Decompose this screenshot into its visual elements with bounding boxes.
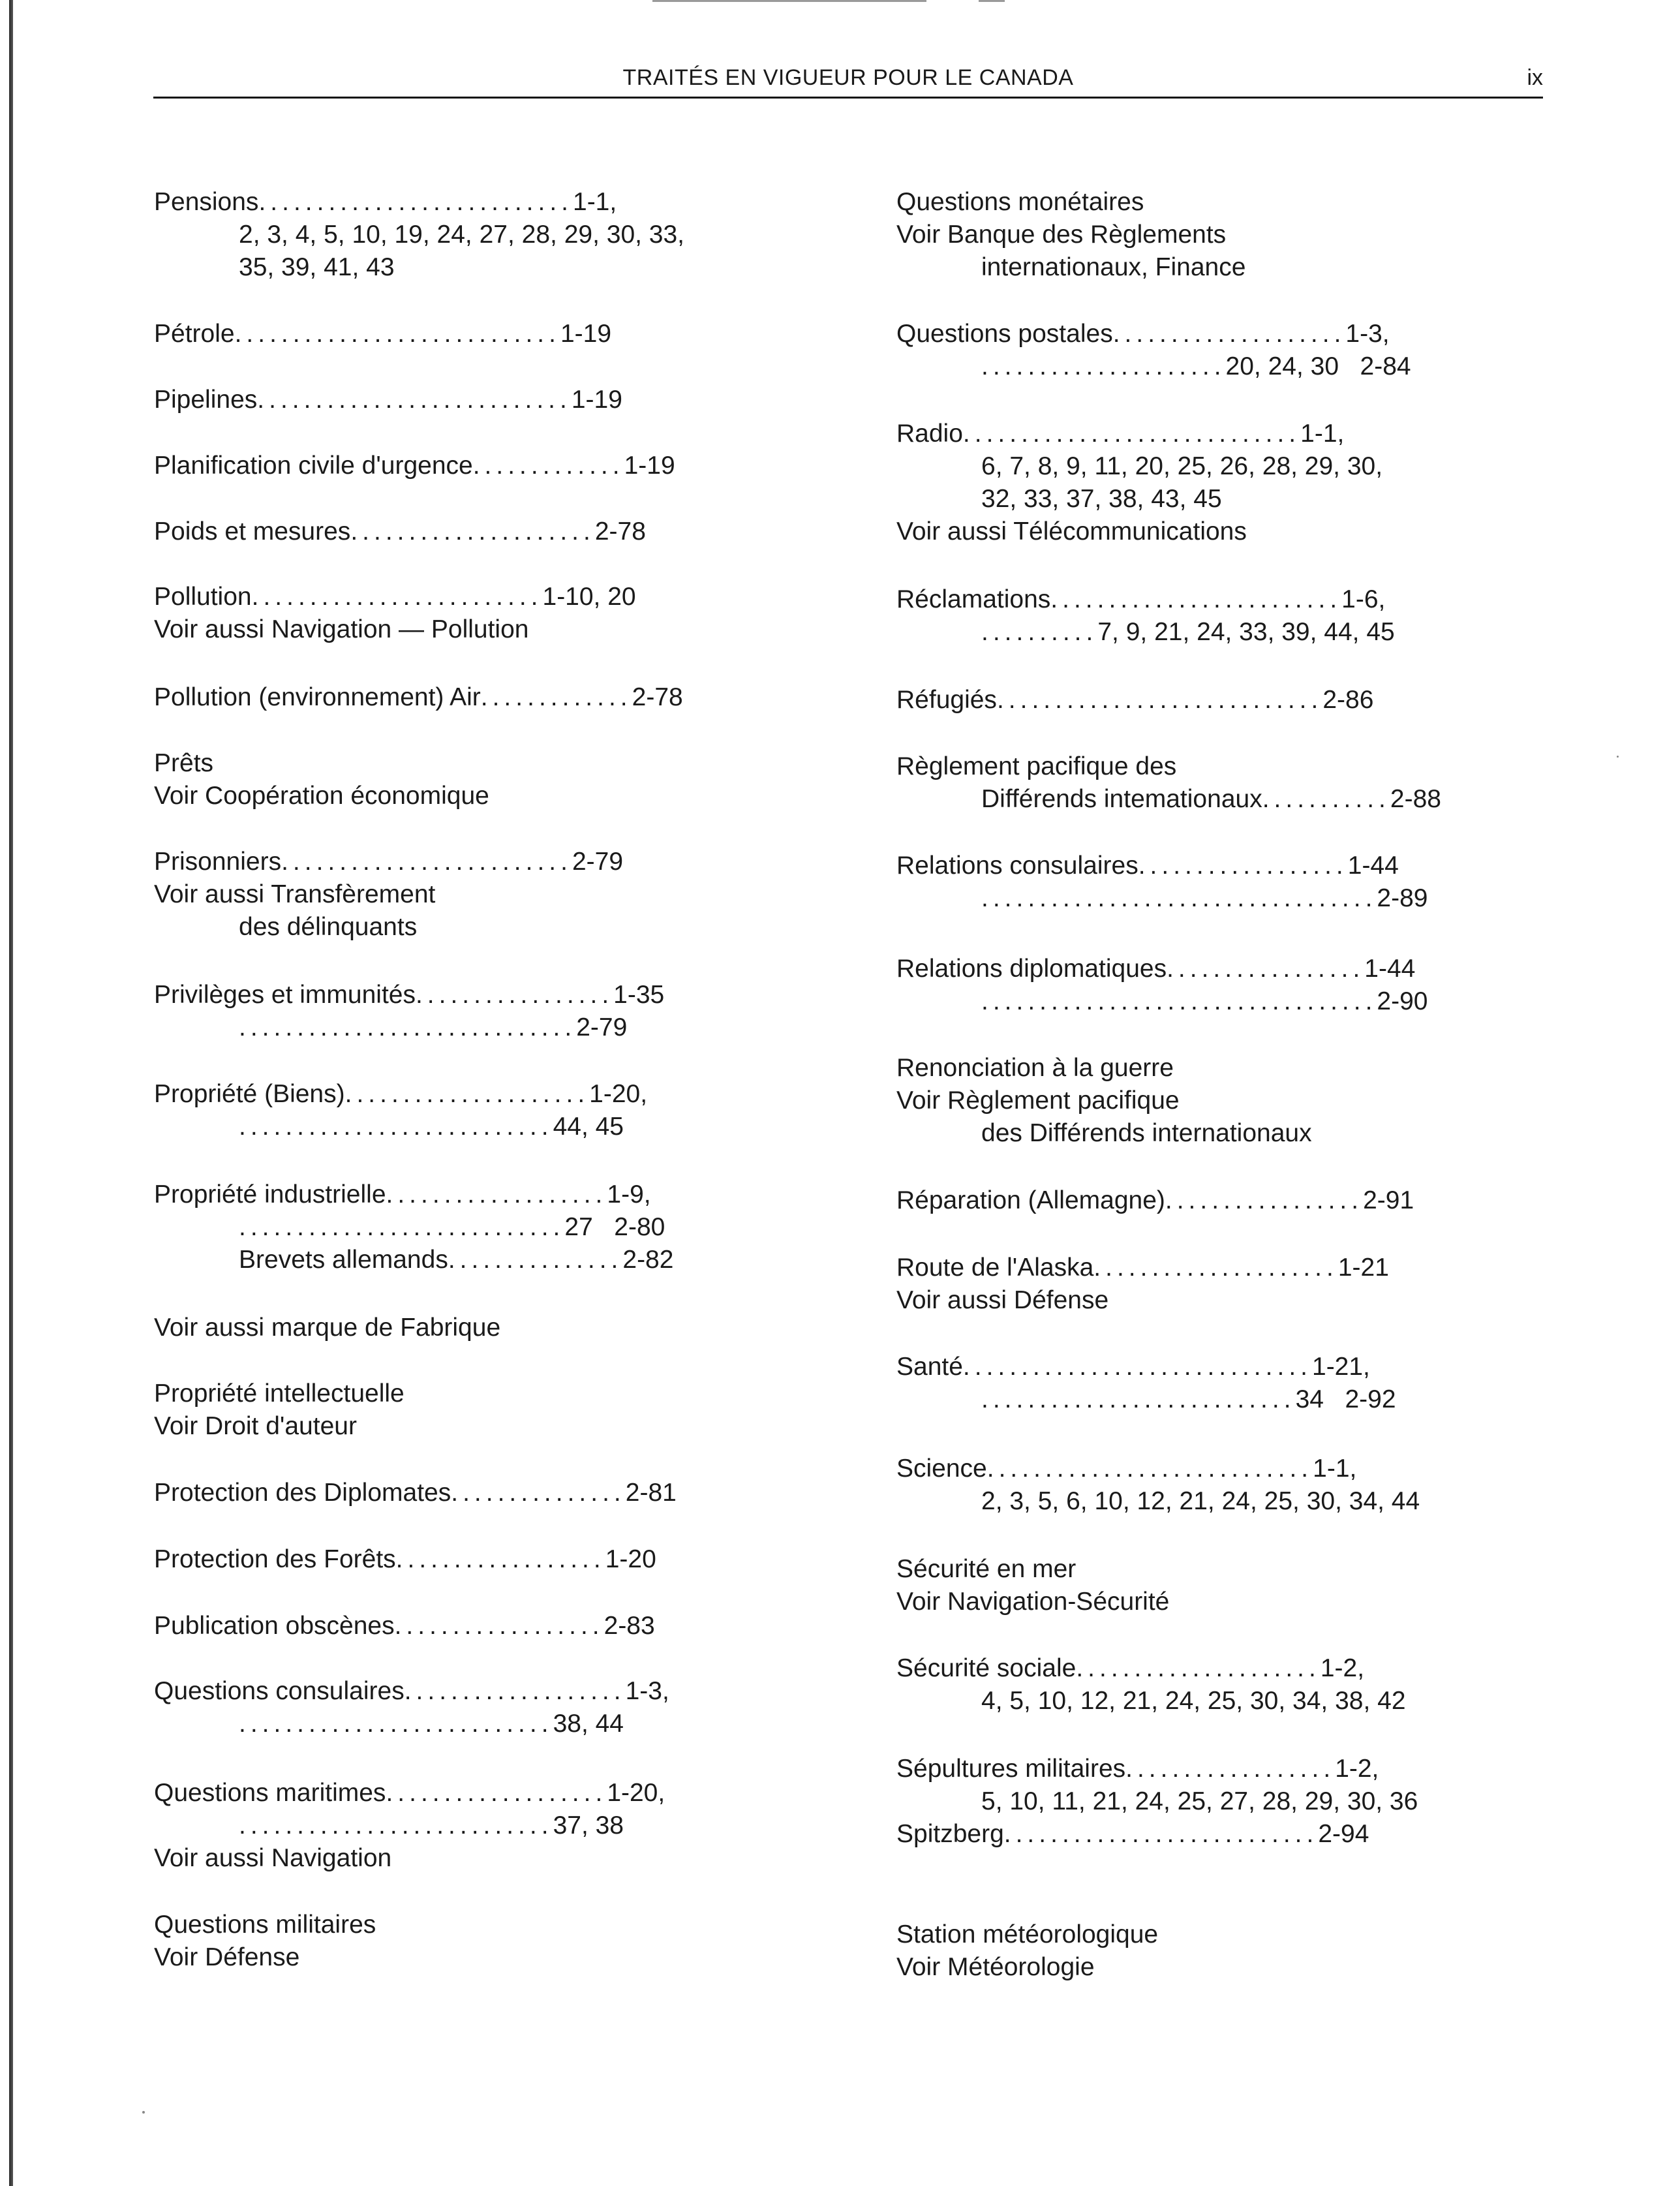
entry-text: des Différends internationaux <box>981 1119 1312 1147</box>
entry-text: 4, 5, 10, 12, 21, 24, 25, 30, 34, 38, 42 <box>981 1687 1406 1715</box>
leader-dots: ................... <box>404 1677 626 1705</box>
entry-line <box>896 1785 1552 1818</box>
entry-line <box>896 1085 1552 1117</box>
entry-line <box>154 1708 800 1740</box>
entry-line <box>896 882 1552 915</box>
index-entry <box>896 1184 1552 1217</box>
leader-dots: ......................... <box>251 583 543 611</box>
entry-line <box>154 780 800 812</box>
entry-line <box>896 1453 1552 1485</box>
entry-line <box>896 1753 1552 1785</box>
page-reference: 2-81 <box>625 1479 677 1507</box>
entry-term: Protection des Forêts <box>154 1545 396 1573</box>
entry-term: Santé <box>896 1353 963 1381</box>
page-reference: 1-2, <box>1320 1654 1365 1682</box>
entry-text: 6, 7, 8, 9, 11, 20, 25, 26, 28, 29, 30, <box>981 452 1383 480</box>
entry-line <box>896 1252 1552 1284</box>
leader-dots: ............................ <box>986 1455 1313 1483</box>
entry-line <box>154 1543 800 1576</box>
page-reference: 7, 9, 21, 24, 33, 39, 44, 45 <box>1097 618 1395 646</box>
index-entry <box>154 1078 800 1143</box>
entry-term: Questions monétaires <box>896 188 1144 216</box>
entry-term: Différends intemationaux <box>981 785 1262 813</box>
entry-term: Pollution (environnement) Air <box>154 683 481 711</box>
entry-line <box>896 850 1552 882</box>
entry-text: 35, 39, 41, 43 <box>239 253 395 281</box>
leader-dots: ......................... <box>281 848 572 876</box>
entry-term: Planification civile d'urgence <box>154 452 473 480</box>
entry-term: Sécurité sociale <box>896 1654 1077 1682</box>
leader-dots: ................. <box>415 981 614 1009</box>
index-entry <box>154 1675 800 1740</box>
leader-dots: ......................... <box>1050 585 1342 613</box>
page-reference: 1-19 <box>571 386 622 414</box>
page-reference: 1-20, <box>607 1779 665 1807</box>
index-entry <box>154 384 800 416</box>
page-reference: 38, 44 <box>553 1710 624 1738</box>
page-reference: 2-79 <box>572 848 624 876</box>
leader-dots: .................................. <box>981 987 1377 1015</box>
entry-term: Route de l'Alaska <box>896 1254 1094 1282</box>
leader-dots: ........................... <box>239 1113 553 1141</box>
page-reference: 2-94 <box>1318 1820 1369 1848</box>
leader-dots: ............................. <box>239 1013 577 1041</box>
index-entry <box>154 450 800 482</box>
index-entry <box>896 750 1552 816</box>
entry-line <box>154 450 800 482</box>
page-reference: 1-3, <box>1345 320 1390 348</box>
index-entry <box>896 850 1552 915</box>
entry-text: Voir aussi Navigation — Pollution <box>154 615 529 643</box>
leader-dots: ..................... <box>1093 1254 1338 1282</box>
entry-line <box>154 1809 800 1842</box>
leader-dots: ................... <box>386 1779 607 1807</box>
index-entry <box>896 1553 1552 1618</box>
page-reference: 1-20, <box>589 1080 648 1108</box>
leader-dots: ............................ <box>996 686 1323 714</box>
page-reference: 1-21 <box>1337 1254 1389 1282</box>
entry-term: Spitzberg <box>896 1820 1004 1848</box>
entry-line <box>154 747 800 780</box>
entry-line <box>154 516 800 548</box>
entry-line <box>896 616 1552 649</box>
page-reference: 1-19 <box>624 452 675 480</box>
entry-line <box>896 1117 1552 1150</box>
entry-term: Réfugiés <box>896 686 997 714</box>
page-reference: 37, 38 <box>553 1811 624 1840</box>
entry-line <box>896 1685 1552 1717</box>
entry-text: 32, 33, 37, 38, 43, 45 <box>981 485 1222 513</box>
entry-text: Voir Météorologie <box>896 1953 1095 1981</box>
leader-dots: ........................... <box>1003 1820 1319 1848</box>
entry-line <box>896 1284 1552 1317</box>
index-entry <box>154 846 800 944</box>
entry-line <box>154 1378 800 1410</box>
index-entry <box>154 516 800 548</box>
entry-text: Voir Coopération économique <box>154 782 489 810</box>
scan-artifact <box>652 0 926 2</box>
page-reference: 20, 24, 30 2-84 <box>1225 352 1411 380</box>
entry-line <box>154 1909 800 1941</box>
entry-text: Voir Droit d'auteur <box>154 1412 357 1440</box>
index-entry <box>896 684 1552 716</box>
leader-dots: .......... <box>981 618 1098 646</box>
leader-dots: ........................... <box>258 188 573 216</box>
entry-line <box>896 1951 1552 1984</box>
entry-term: Sépultures militaires <box>896 1755 1126 1783</box>
page-reference: 2-89 <box>1377 884 1428 912</box>
entry-line <box>896 1918 1552 1951</box>
index-entry <box>154 186 800 284</box>
index-entry <box>896 186 1552 284</box>
entry-line <box>154 251 800 284</box>
entry-line <box>896 1586 1552 1618</box>
entry-line <box>896 953 1552 985</box>
index-entry <box>154 1312 800 1344</box>
entry-term: Questions maritimes <box>154 1779 386 1807</box>
entry-line <box>896 186 1552 219</box>
page-reference: 1-44 <box>1347 852 1399 880</box>
entry-text: 2, 3, 5, 6, 10, 12, 21, 24, 25, 30, 34, 44 <box>981 1487 1420 1515</box>
entry-term: Radio <box>896 420 963 448</box>
leader-dots: ........................... <box>239 1710 553 1738</box>
index-entry <box>896 1918 1552 1984</box>
entry-line <box>154 1410 800 1443</box>
entry-line <box>896 483 1552 516</box>
index-entry <box>896 418 1552 548</box>
entry-term: Pétrole <box>154 320 235 348</box>
entry-line <box>154 1244 800 1276</box>
entry-term: Propriété (Biens) <box>154 1080 345 1108</box>
leader-dots: ........................... <box>239 1811 553 1840</box>
entry-line <box>154 878 800 911</box>
scan-speck <box>1617 756 1619 758</box>
leader-dots: ........................... <box>981 1385 1296 1413</box>
page-reference: 1-1, <box>1313 1455 1357 1483</box>
leader-dots: ..................... <box>981 352 1226 380</box>
entry-line <box>896 583 1552 616</box>
page-reference: 1-35 <box>613 981 665 1009</box>
entry-text: 2, 3, 4, 5, 10, 19, 24, 27, 28, 29, 30, 33, <box>239 221 685 249</box>
index-entry <box>154 318 800 350</box>
index-entry <box>154 1909 800 1974</box>
leader-dots: ..................... <box>350 517 595 546</box>
entry-text: Voir Navigation-Sécurité <box>896 1588 1170 1616</box>
page-reference: 2-90 <box>1377 987 1428 1015</box>
page-reference: 44, 45 <box>553 1113 624 1141</box>
leader-dots: ........... <box>1262 785 1390 813</box>
entry-line <box>154 318 800 350</box>
page-reference: 1-10, 20 <box>542 583 636 611</box>
page-reference: 1-2, <box>1335 1755 1379 1783</box>
entry-text: Voir aussi Transfèrement <box>154 880 436 908</box>
entry-term: Voir aussi marque de Fabrique <box>154 1314 501 1342</box>
entry-line <box>896 318 1552 350</box>
entry-line <box>154 1477 800 1509</box>
page-reference: 2-78 <box>594 517 646 546</box>
entry-line <box>154 1312 800 1344</box>
entry-term: Pipelines <box>154 386 258 414</box>
page-reference: 1-1, <box>573 188 617 216</box>
index-entry <box>154 1477 800 1509</box>
entry-text: 5, 10, 11, 21, 24, 25, 27, 28, 29, 30, 36 <box>981 1787 1418 1815</box>
entry-line <box>896 1052 1552 1085</box>
leader-dots: ............. <box>480 683 632 711</box>
entry-term: Relations diplomatiques <box>896 955 1167 983</box>
entry-term: Règlement pacifique des <box>896 752 1177 780</box>
entry-line <box>896 1351 1552 1383</box>
page-reference: 1-3, <box>625 1677 669 1705</box>
page-reference: 1-44 <box>1364 955 1416 983</box>
index-entry <box>154 979 800 1044</box>
leader-dots: ............. <box>472 452 624 480</box>
entry-line <box>154 581 800 613</box>
entry-line <box>896 1818 1552 1851</box>
index-entry <box>896 1052 1552 1150</box>
page-header <box>153 65 1543 99</box>
entry-term: Pensions <box>154 188 259 216</box>
page-reference: 1-1, <box>1300 420 1345 448</box>
entry-term: Questions consulaires <box>154 1677 405 1705</box>
index-entry <box>154 1178 800 1276</box>
entry-term: Prisonniers <box>154 848 282 876</box>
entry-text: Voir aussi Télécommunications <box>896 517 1247 546</box>
entry-line <box>896 418 1552 450</box>
entry-line <box>896 985 1552 1018</box>
leader-dots: ................... <box>386 1180 607 1208</box>
entry-text: Voir Règlement pacifique <box>896 1086 1180 1115</box>
entry-line <box>154 979 800 1011</box>
index-entry <box>896 1252 1552 1317</box>
entry-term: Questions postales <box>896 320 1113 348</box>
entry-term: Propriété industrielle <box>154 1180 386 1208</box>
entry-text: Voir aussi Navigation <box>154 1844 392 1872</box>
leader-dots: .................... <box>1112 320 1346 348</box>
entry-line <box>896 1485 1552 1518</box>
index-entry <box>154 747 800 812</box>
entry-term: Questions militaires <box>154 1911 376 1939</box>
entry-line <box>154 186 800 219</box>
entry-text: Voir aussi Défense <box>896 1286 1109 1314</box>
page-reference: 1-9, <box>607 1180 651 1208</box>
entry-line <box>154 1178 800 1211</box>
entry-line <box>154 846 800 878</box>
page-reference: 2-86 <box>1322 686 1374 714</box>
page-reference: 2-83 <box>603 1612 655 1640</box>
index-entry <box>154 581 800 646</box>
entry-line <box>896 750 1552 783</box>
leader-dots: ........................... <box>257 386 572 414</box>
entry-term: Sécurité en mer <box>896 1555 1077 1583</box>
index-entry <box>896 1753 1552 1851</box>
leader-dots: .............................. <box>962 1353 1312 1381</box>
index-entry <box>154 681 800 714</box>
entry-line <box>896 350 1552 383</box>
page-reference: 1-21, <box>1312 1353 1370 1381</box>
page-reference: 2-91 <box>1363 1186 1414 1214</box>
entry-line <box>154 1211 800 1244</box>
entry-term: Renonciation à la guerre <box>896 1054 1174 1082</box>
entry-term: Station météorologique <box>896 1920 1159 1948</box>
entry-line <box>896 783 1552 816</box>
index-entry <box>896 1453 1552 1518</box>
entry-line <box>896 1652 1552 1685</box>
leader-dots: .................. <box>394 1612 604 1640</box>
leader-dots: ..................... <box>344 1080 590 1108</box>
entry-line <box>154 613 800 646</box>
running-title: TRAITÉS EN VIGUEUR POUR LE CANADA <box>622 65 1074 90</box>
entry-line <box>154 1078 800 1111</box>
leader-dots: ............................ <box>234 320 560 348</box>
entry-line <box>896 450 1552 483</box>
entry-term: Pollution <box>154 583 252 611</box>
entry-line <box>154 681 800 714</box>
entry-line <box>154 1675 800 1708</box>
entry-line <box>154 1941 800 1974</box>
entry-line <box>896 1383 1552 1416</box>
entry-term: Privilèges et immunités <box>154 981 416 1009</box>
leader-dots: .................. <box>1138 852 1348 880</box>
page-reference: 2-82 <box>622 1246 674 1274</box>
entry-line <box>154 1777 800 1809</box>
entry-line <box>154 1610 800 1642</box>
entry-term: Propriété intellectuelle <box>154 1379 405 1408</box>
entry-term: Publication obscènes <box>154 1612 395 1640</box>
entry-line <box>896 684 1552 716</box>
leader-dots: .................................. <box>981 884 1377 912</box>
scan-speck <box>142 2111 145 2114</box>
index-entry <box>154 1777 800 1875</box>
page-reference: 34 2-92 <box>1295 1385 1396 1413</box>
entry-text: Voir Banque des Règlements <box>896 221 1227 249</box>
entry-term: Science <box>896 1455 987 1483</box>
entry-line <box>154 911 800 944</box>
index-entry <box>896 583 1552 649</box>
leader-dots: ............................ <box>239 1213 565 1241</box>
index-entry <box>154 1543 800 1576</box>
index-entry <box>896 318 1552 383</box>
page-reference: 1-19 <box>560 320 612 348</box>
entry-line <box>154 1842 800 1875</box>
entry-line <box>896 1184 1552 1217</box>
entry-text: des délinquants <box>239 913 418 941</box>
page-reference: 2-88 <box>1390 785 1441 813</box>
entry-line <box>896 516 1552 548</box>
entry-term: Prêts <box>154 749 214 777</box>
entry-term: Réparation (Allemagne) <box>896 1186 1165 1214</box>
entry-term: Relations consulaires <box>896 852 1138 880</box>
leader-dots: ............... <box>451 1479 626 1507</box>
leader-dots: ............................. <box>962 420 1301 448</box>
page-reference: 1-20 <box>605 1545 656 1573</box>
page-number: ix <box>1527 65 1543 90</box>
page-reference: 1-6, <box>1341 585 1386 613</box>
entry-line <box>154 384 800 416</box>
index-entry <box>896 953 1552 1018</box>
leader-dots: .................. <box>395 1545 605 1573</box>
page-reference: 27 2-80 <box>564 1213 665 1241</box>
leader-dots: ................. <box>1165 1186 1364 1214</box>
entry-text: Voir Défense <box>154 1943 300 1971</box>
leader-dots: ..................... <box>1076 1654 1321 1682</box>
entry-text: internationaux, Finance <box>981 253 1246 281</box>
entry-term: Protection des Diplomates <box>154 1479 451 1507</box>
page-reference: 2-78 <box>632 683 683 711</box>
scan-artifact <box>979 0 1005 2</box>
entry-line <box>154 1111 800 1143</box>
entry-line <box>154 219 800 251</box>
binding-edge <box>9 0 13 2186</box>
entry-line <box>896 1553 1552 1586</box>
index-entry <box>896 1652 1552 1717</box>
leader-dots: ............... <box>448 1246 623 1274</box>
page-reference: 2-79 <box>576 1013 628 1041</box>
entry-line <box>896 219 1552 251</box>
leader-dots: .................. <box>1125 1755 1336 1783</box>
entry-term: Réclamations <box>896 585 1051 613</box>
index-entry <box>154 1610 800 1642</box>
leader-dots: ................. <box>1167 955 1365 983</box>
entry-term: Poids et mesures <box>154 517 351 546</box>
entry-term: Brevets allemands <box>239 1246 448 1274</box>
index-entry <box>154 1378 800 1443</box>
entry-line <box>154 1011 800 1044</box>
index-entry <box>896 1351 1552 1416</box>
entry-line <box>896 251 1552 284</box>
